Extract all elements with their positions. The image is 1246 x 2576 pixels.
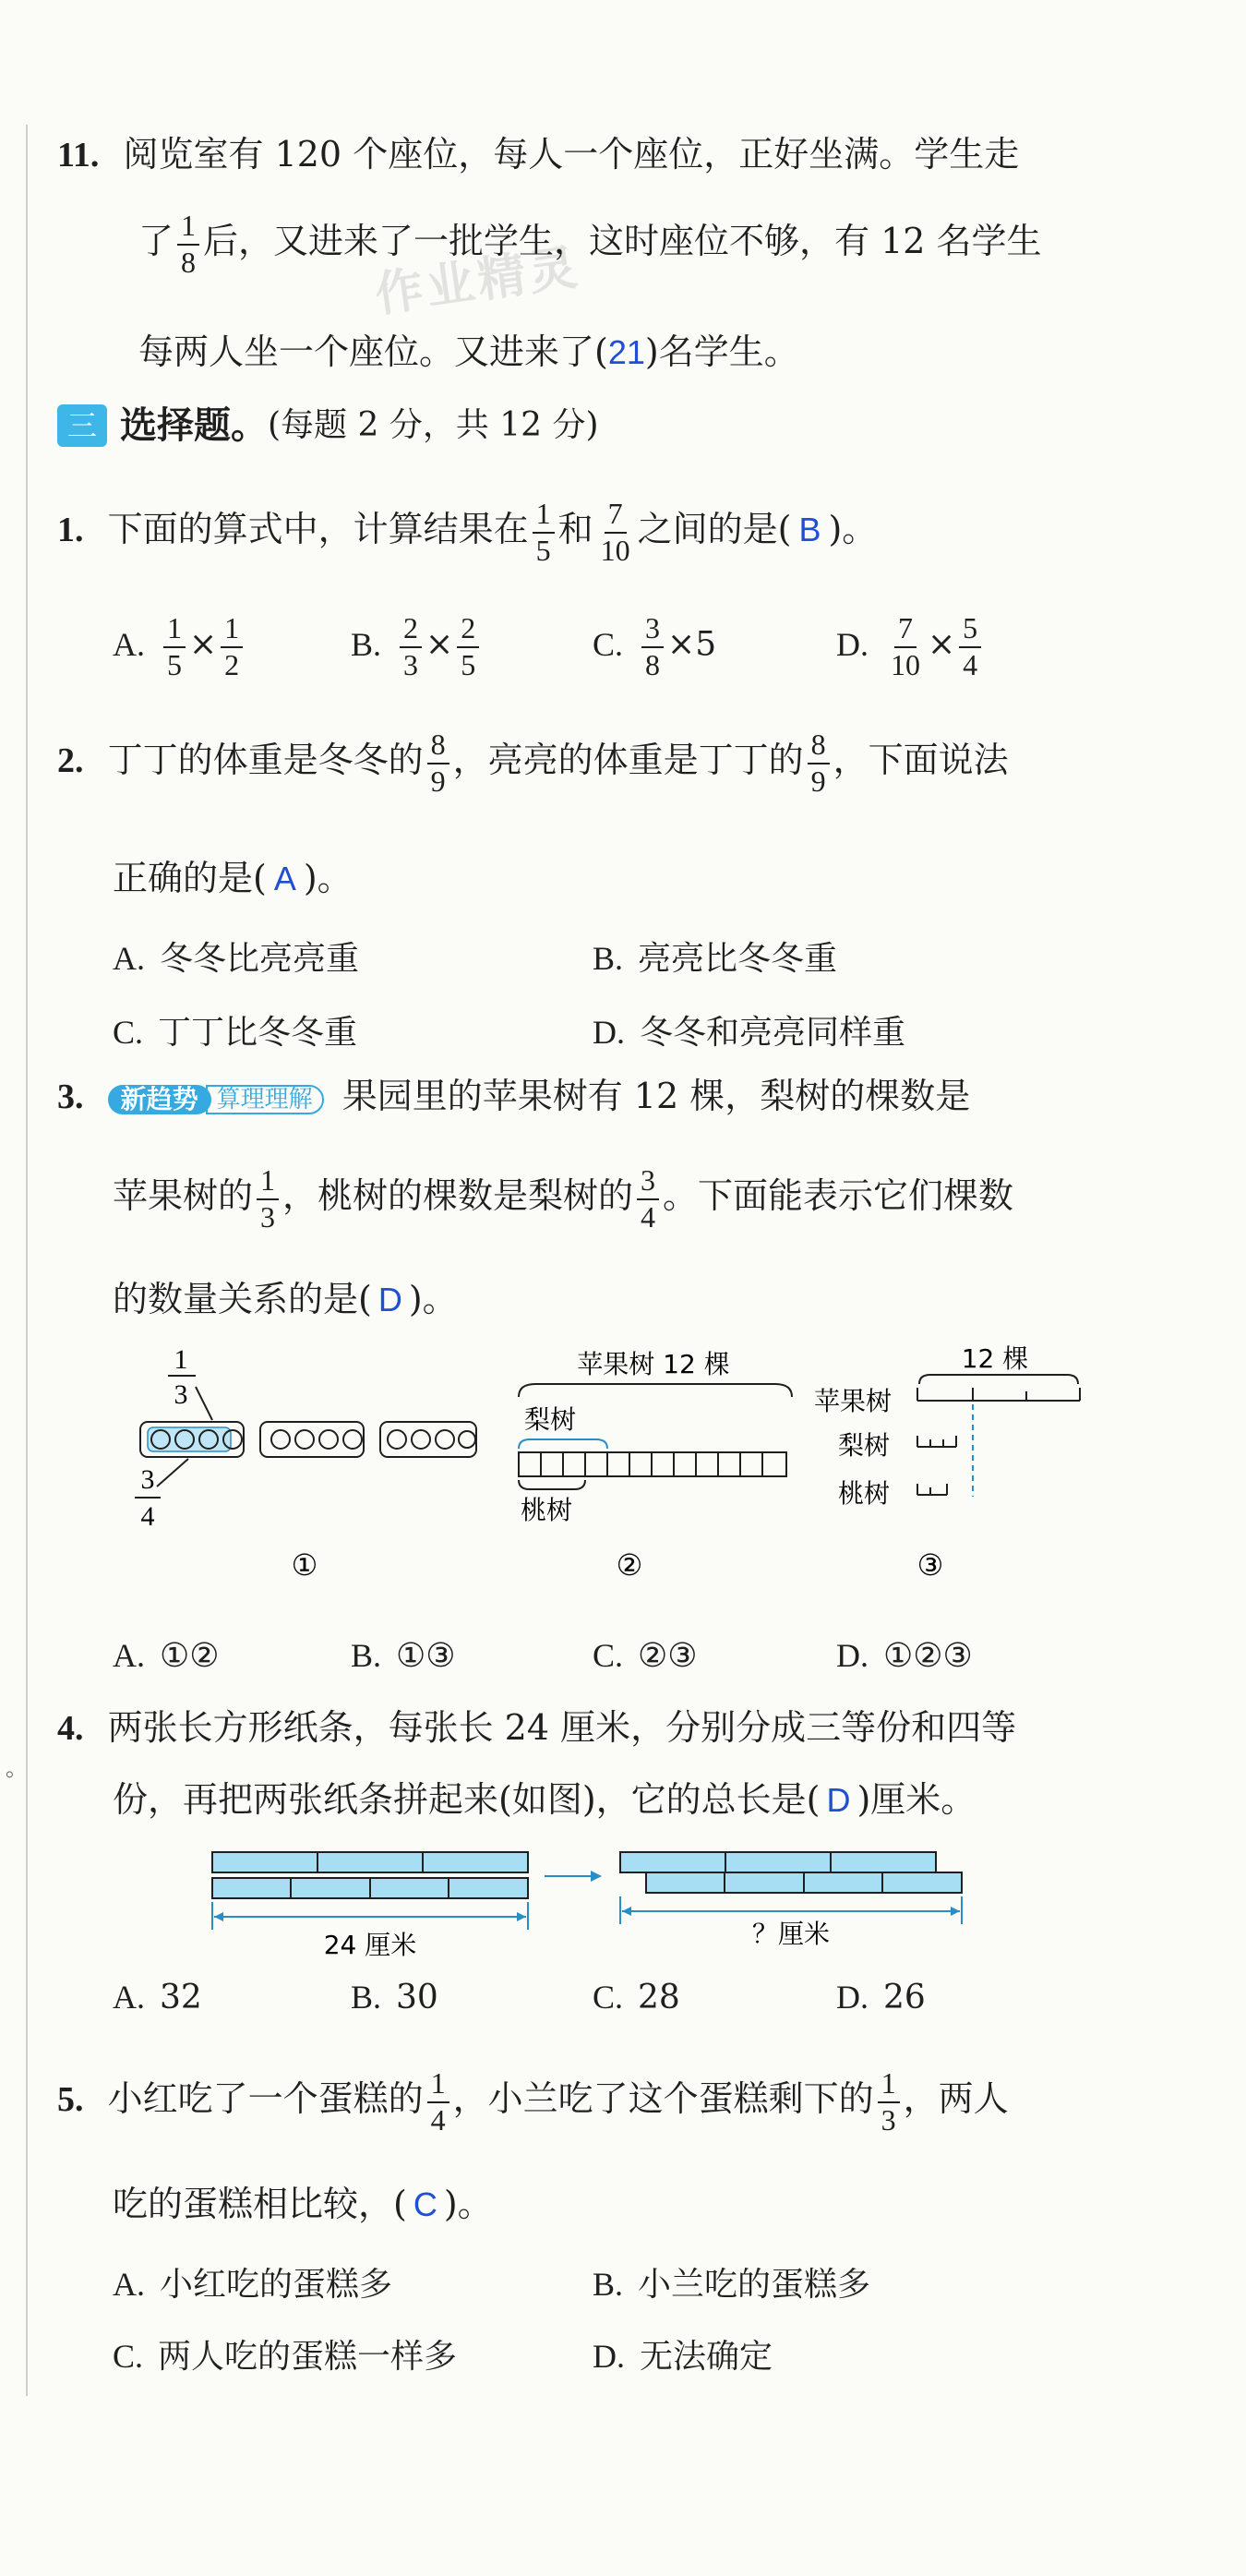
fraction: $\frac{8}{9}$ — [808, 729, 830, 797]
option-a[interactable]: A. 32 — [113, 1979, 202, 2016]
fig1-caption: ① — [291, 1547, 318, 1583]
fig3-top-label: 12 棵 — [961, 1343, 1029, 1374]
answer-text: D — [377, 1281, 402, 1318]
fraction: $\frac{7}{10}$ — [600, 497, 630, 567]
question-text: 阅览室有 120 个座位，每人一个座位，正好坐满。学生走 — [123, 134, 1020, 175]
fig3-apple-label: 苹果树 — [814, 1386, 893, 1416]
watermark: 作业精灵 — [371, 239, 584, 324]
fig1-bottom-frac-den: 4 — [140, 1501, 155, 1532]
question-text: 的数量关系的是( — [113, 1279, 372, 1319]
question-text: 果园里的苹果树有 12 棵，梨树的棵数是 — [341, 1076, 971, 1116]
fig2-peach-label: 桃树 — [521, 1495, 573, 1525]
question-text: 小红吃了一个蛋糕的 — [107, 2078, 424, 2120]
option-d[interactable]: D. 26 — [836, 1979, 926, 2016]
fig2-apple-label: 苹果树 12 棵 — [577, 1349, 730, 1379]
option-c[interactable]: C. 两人吃的蛋糕一样多 — [113, 2338, 458, 2376]
question-text: )厘米。 — [857, 1779, 976, 1820]
question-text: 份，再把两张纸条拼起来(如图)，它的总长是( — [113, 1779, 821, 1820]
figure-3 — [810, 1343, 1106, 1588]
question-text: )。 — [443, 2184, 493, 2224]
question-text: ，亮亮的体重是丁丁的 — [452, 740, 804, 781]
total-length-label: ？厘米 — [751, 1919, 831, 1949]
question-number: 3. — [57, 1077, 84, 1116]
fraction: $\frac{1}{3}$ — [257, 1165, 279, 1233]
question-text: 每两人坐一个座位。又进来了( — [138, 331, 608, 372]
option-b[interactable]: B. ①③ — [351, 1637, 456, 1675]
answer-text: 21 — [607, 333, 645, 371]
question-number: 1. — [57, 511, 84, 550]
fig1-top-frac-num: 1 — [174, 1344, 188, 1375]
section-subtitle: (每题 2 分，共 12 分) — [268, 406, 599, 444]
option-c[interactable]: C. $\frac{3}{8}$ ×5 — [593, 611, 717, 681]
fraction: $\frac{1}{4}$ — [427, 2068, 449, 2136]
option-d[interactable]: D. $\frac{7}{10}$ × $\frac{5}{4}$ — [836, 613, 985, 680]
question-text: 苹果树的 — [113, 1175, 254, 1217]
fig3-caption: ③ — [917, 1547, 944, 1583]
option-b[interactable]: B. 小兰吃的蛋糕多 — [593, 2266, 871, 2304]
answer-text: A — [273, 860, 296, 897]
paper-strip-figure — [203, 1845, 1126, 1965]
section-number-badge: 三 — [57, 404, 107, 447]
option-b[interactable]: B. 30 — [351, 1979, 438, 2016]
answer-text: D — [826, 1781, 851, 1819]
fig1-top-frac-den: 3 — [174, 1379, 188, 1410]
answer-text: C — [413, 2185, 437, 2223]
question-text: 吃的蛋糕相比较，( — [113, 2184, 407, 2224]
question-text: 后，又进来了一批学生，这时座位不够，有 12 名学生 — [203, 221, 1042, 262]
question-text: ，两人 — [903, 2078, 1009, 2120]
question-text: )名学生。 — [644, 331, 799, 372]
fig2-caption: ② — [616, 1547, 643, 1583]
question-text: 两张长方形纸条，每张长 24 厘米，分别分成三等份和四等 — [107, 1707, 1017, 1748]
figure-1 — [120, 1330, 480, 1588]
option-a[interactable]: A. $\frac{1}{5}$ × $\frac{1}{2}$ — [113, 613, 246, 680]
question-text: 之间的是( — [637, 509, 792, 550]
question-text: )。 — [828, 509, 878, 550]
fraction: $\frac{3}{4}$ — [637, 1165, 659, 1233]
option-a[interactable]: A. 小红吃的蛋糕多 — [113, 2266, 393, 2304]
option-c[interactable]: C. 28 — [593, 1979, 680, 2016]
option-b[interactable]: B. $\frac{2}{3}$ × $\frac{2}{5}$ — [351, 613, 483, 680]
question-text: )。 — [303, 858, 353, 898]
question-number: 11. — [57, 136, 100, 175]
option-d[interactable]: D. 冬冬和亮亮同样重 — [593, 1014, 906, 1052]
option-b[interactable]: B. 亮亮比冬冬重 — [593, 940, 838, 978]
fig2-pear-label: 梨树 — [524, 1404, 577, 1435]
section-title: 选择题。 — [120, 404, 268, 447]
question-text: ，下面说法 — [833, 740, 1009, 781]
question-number: 2. — [57, 741, 84, 781]
section-header — [57, 404, 599, 447]
margin-dot: 。 — [6, 1755, 28, 1781]
question-number: 4. — [57, 1709, 84, 1748]
option-c[interactable]: C. 丁丁比冬冬重 — [113, 1014, 358, 1052]
fig1-bottom-frac-num: 3 — [140, 1464, 155, 1495]
option-d[interactable]: D. 无法确定 — [593, 2338, 773, 2376]
fig3-pear-label: 梨树 — [838, 1430, 891, 1461]
question-text: 。下面能表示它们棵数 — [663, 1175, 1014, 1217]
option-c[interactable]: C. ②③ — [593, 1637, 698, 1675]
question-text: 正确的是( — [113, 858, 267, 898]
question-text: 了 — [138, 221, 174, 262]
option-a[interactable]: A. 冬冬比亮亮重 — [113, 940, 360, 978]
question-number: 5. — [57, 2080, 84, 2120]
question-text: 下面的算式中，计算结果在 — [107, 509, 529, 550]
strip-length-label: 24 厘米 — [323, 1930, 417, 1960]
question-text: 丁丁的体重是冬冬的 — [107, 740, 424, 781]
fraction: $\frac{1}{3}$ — [878, 2068, 900, 2136]
topic-tag: 算理理解 — [206, 1085, 324, 1114]
question-text: )。 — [408, 1279, 458, 1319]
fig3-peach-label: 桃树 — [838, 1478, 891, 1509]
answer-text: B — [798, 511, 821, 549]
option-a[interactable]: A. ①② — [113, 1637, 220, 1675]
question-text: ，小兰吃了这个蛋糕剩下的 — [452, 2078, 874, 2120]
new-trend-badge: 新趋势 — [108, 1085, 211, 1114]
fraction: $\frac{1}{5}$ — [533, 499, 555, 566]
question-text: 和 — [557, 509, 593, 550]
left-margin-rule — [26, 125, 28, 2396]
fraction: $\frac{1}{8}$ — [177, 211, 199, 278]
figure-2 — [498, 1343, 794, 1588]
fraction: $\frac{8}{9}$ — [427, 729, 449, 797]
option-d[interactable]: D. ①②③ — [836, 1637, 973, 1675]
question-text: ，桃树的棵数是梨树的 — [282, 1175, 634, 1217]
